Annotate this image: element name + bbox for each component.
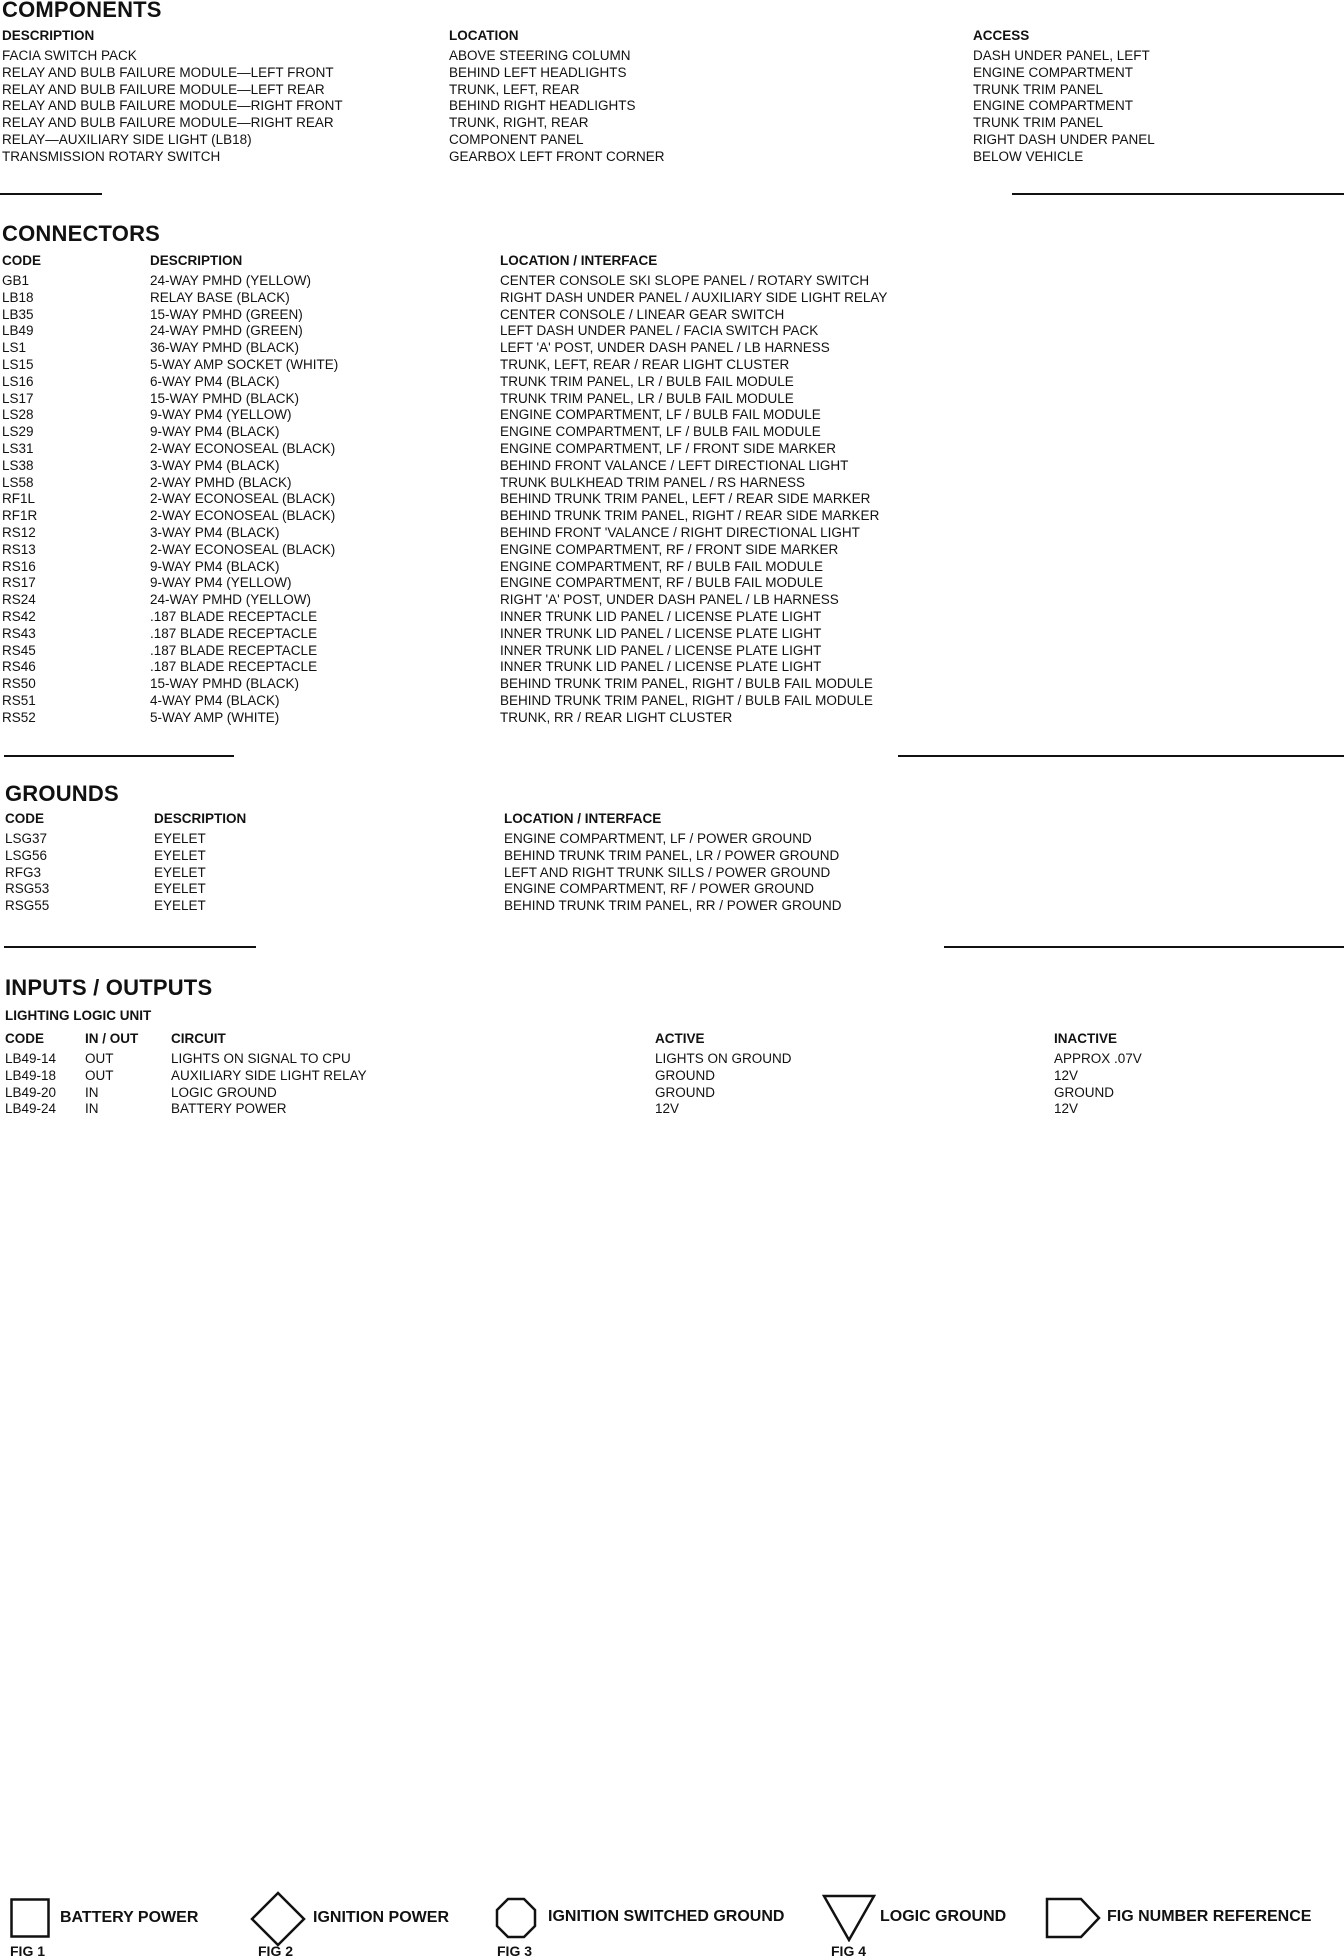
- io-header-circuit: CIRCUIT: [171, 1031, 226, 1046]
- io-header-code: CODE: [5, 1031, 45, 1046]
- connector-code: LS16: [2, 373, 34, 389]
- io-title: INPUTS / OUTPUTS: [5, 975, 213, 1000]
- table-row: [0, 575, 1344, 592]
- ground-description: EYELET: [154, 847, 206, 863]
- octagon-icon: [495, 1897, 537, 1939]
- connector-code: GB1: [2, 273, 30, 288]
- connector-description: .187 BLADE RECEPTACLE: [150, 608, 318, 624]
- io-table: [0, 1051, 1344, 1118]
- connector-description: 15-WAY PMHD (GREEN): [150, 306, 303, 322]
- connectors-title: CONNECTORS: [2, 221, 161, 246]
- legend-label-ignition-power: IGNITION POWER: [313, 1909, 449, 1926]
- connector-code: LB18: [2, 289, 34, 305]
- connector-description: 15-WAY PMHD (BLACK): [150, 390, 300, 406]
- connector-description: 3-WAY PM4 (BLACK): [150, 457, 280, 473]
- table-row: [0, 848, 1344, 865]
- connector-description: 5-WAY AMP SOCKET (WHITE): [150, 356, 339, 372]
- io-circuit: BATTERY POWER: [171, 1101, 287, 1117]
- ground-description: EYELET: [154, 831, 206, 846]
- triangle-down-icon: [822, 1894, 876, 1942]
- component-location: ABOVE STEERING COLUMN: [449, 48, 631, 63]
- connector-location: TRUNK TRIM PANEL, LR / BULB FAIL MODULE: [500, 390, 794, 406]
- connector-location: LEFT 'A' POST, UNDER DASH PANEL / LB HARNESS: [500, 340, 830, 356]
- connector-description: 4-WAY PM4 (BLACK): [150, 692, 280, 708]
- table-row: [0, 48, 1344, 65]
- component-access: ENGINE COMPARTMENT: [973, 64, 1134, 80]
- table-row: [0, 1051, 1344, 1068]
- legend-fig-2: FIG 2: [258, 1943, 294, 1959]
- io-circuit: LIGHTS ON SIGNAL TO CPU: [171, 1051, 351, 1066]
- connector-code: LS58: [2, 474, 34, 490]
- table-row: [0, 458, 1344, 475]
- section-divider: [4, 755, 234, 757]
- connector-code: RF1L: [2, 491, 36, 507]
- io-inactive: 12V: [1054, 1067, 1079, 1083]
- table-row: [0, 1085, 1344, 1102]
- table-row: [0, 693, 1344, 710]
- square-icon: [10, 1898, 50, 1938]
- connector-code: LB35: [2, 306, 34, 322]
- legend-fig-3: FIG 3: [497, 1943, 533, 1959]
- section-divider: [898, 755, 1344, 757]
- connector-description: 2-WAY PMHD (BLACK): [150, 474, 292, 490]
- ground-code: RSG53: [5, 881, 50, 897]
- connector-location: LEFT DASH UNDER PANEL / FACIA SWITCH PACK: [500, 323, 819, 339]
- table-row: [0, 831, 1344, 848]
- ground-location: LEFT AND RIGHT TRUNK SILLS / POWER GROUND: [504, 864, 831, 880]
- component-description: RELAY AND BULB FAILURE MODULE—RIGHT REAR: [2, 115, 334, 131]
- connector-description: 2-WAY ECONOSEAL (BLACK): [150, 541, 336, 557]
- connector-description: 9-WAY PM4 (YELLOW): [150, 575, 292, 591]
- connector-code: LS28: [2, 407, 34, 423]
- connector-code: LS29: [2, 424, 34, 440]
- connector-description: 3-WAY PM4 (BLACK): [150, 524, 280, 540]
- io-inactive: 12V: [1054, 1101, 1079, 1117]
- ground-code: RSG55: [5, 898, 50, 914]
- connector-description: 24-WAY PMHD (YELLOW): [150, 592, 312, 608]
- connector-location: INNER TRUNK LID PANEL / LICENSE PLATE LIGHT: [500, 625, 822, 641]
- connector-code: LS1: [2, 340, 27, 356]
- components-header-location: LOCATION: [449, 28, 519, 43]
- connector-location: TRUNK TRIM PANEL, LR / BULB FAIL MODULE: [500, 373, 794, 389]
- grounds-title: GROUNDS: [5, 781, 119, 806]
- component-location: GEARBOX LEFT FRONT CORNER: [449, 148, 665, 164]
- component-access: BELOW VEHICLE: [973, 148, 1084, 164]
- table-row: [0, 441, 1344, 458]
- table-row: [0, 491, 1344, 508]
- connector-description: 9-WAY PM4 (BLACK): [150, 558, 280, 574]
- table-row: [0, 865, 1344, 882]
- ground-code: LSG56: [5, 847, 48, 863]
- components-title: COMPONENTS: [2, 0, 162, 22]
- connector-description: 36-WAY PMHD (BLACK): [150, 340, 300, 356]
- symbol-legend: [0, 1880, 1344, 1960]
- ground-description: EYELET: [154, 898, 206, 914]
- connector-code: RS50: [2, 676, 36, 692]
- grounds-header-code: CODE: [5, 811, 45, 826]
- connector-code: RS51: [2, 692, 36, 708]
- table-row: [0, 542, 1344, 559]
- component-access: ENGINE COMPARTMENT: [973, 98, 1134, 114]
- ground-location: ENGINE COMPARTMENT, RF / POWER GROUND: [504, 881, 815, 897]
- connector-description: 24-WAY PMHD (YELLOW): [150, 273, 312, 288]
- table-row: [0, 508, 1344, 525]
- io-inout: OUT: [85, 1051, 114, 1066]
- connector-code: RS17: [2, 575, 36, 591]
- grounds-table: [0, 831, 1344, 915]
- connector-location: BEHIND TRUNK TRIM PANEL, RIGHT / REAR SIDE MARKER: [500, 508, 880, 524]
- connectors-header-location: LOCATION / INTERFACE: [500, 253, 658, 268]
- pentagon-arrow-icon: [1045, 1897, 1101, 1939]
- legend-label-fig-number-reference: FIG NUMBER REFERENCE: [1107, 1908, 1312, 1925]
- io-inactive: APPROX .07V: [1054, 1051, 1142, 1066]
- connector-location: ENGINE COMPARTMENT, RF / BULB FAIL MODULE: [500, 575, 824, 591]
- legend-label-ignition-switched-ground: IGNITION SWITCHED GROUND: [548, 1908, 785, 1925]
- connector-location: CENTER CONSOLE / LINEAR GEAR SWITCH: [500, 306, 785, 322]
- connector-location: BEHIND TRUNK TRIM PANEL, RIGHT / BULB FAIL MODULE: [500, 692, 873, 708]
- ground-location: ENGINE COMPARTMENT, LF / POWER GROUND: [504, 831, 812, 846]
- connector-location: INNER TRUNK LID PANEL / LICENSE PLATE LIGHT: [500, 642, 822, 658]
- connector-description: 5-WAY AMP (WHITE): [150, 709, 280, 725]
- grounds-header-location: LOCATION / INTERFACE: [504, 811, 662, 826]
- connector-description: .187 BLADE RECEPTACLE: [150, 642, 318, 658]
- table-row: [0, 898, 1344, 915]
- connector-location: ENGINE COMPARTMENT, RF / BULB FAIL MODULE: [500, 558, 824, 574]
- grounds-header-description: DESCRIPTION: [154, 811, 247, 826]
- io-circuit: AUXILIARY SIDE LIGHT RELAY: [171, 1067, 367, 1083]
- connector-code: LS31: [2, 440, 34, 456]
- connector-code: RS46: [2, 659, 36, 675]
- components-header-access: ACCESS: [973, 28, 1030, 43]
- connector-description: 6-WAY PM4 (BLACK): [150, 373, 280, 389]
- connector-description: RELAY BASE (BLACK): [150, 289, 290, 305]
- io-code: LB49-20: [5, 1084, 57, 1100]
- table-row: [0, 65, 1344, 82]
- connector-description: 24-WAY PMHD (GREEN): [150, 323, 303, 339]
- io-inout: IN: [85, 1101, 99, 1117]
- connector-location: ENGINE COMPARTMENT, LF / BULB FAIL MODULE: [500, 424, 821, 440]
- table-row: [0, 525, 1344, 542]
- io-active: LIGHTS ON GROUND: [655, 1051, 792, 1066]
- component-access: RIGHT DASH UNDER PANEL: [973, 131, 1155, 147]
- component-description: RELAY—AUXILIARY SIDE LIGHT (LB18): [2, 131, 252, 147]
- table-row: [0, 676, 1344, 693]
- ground-location: BEHIND TRUNK TRIM PANEL, LR / POWER GROUND: [504, 847, 840, 863]
- connector-location: INNER TRUNK LID PANEL / LICENSE PLATE LIGHT: [500, 659, 822, 675]
- io-header-inout: IN / OUT: [85, 1031, 139, 1046]
- table-row: [0, 626, 1344, 643]
- component-location: BEHIND RIGHT HEADLIGHTS: [449, 98, 636, 114]
- table-row: [0, 643, 1344, 660]
- connector-description: 9-WAY PM4 (YELLOW): [150, 407, 292, 423]
- connector-description: 2-WAY ECONOSEAL (BLACK): [150, 491, 336, 507]
- connector-description: 2-WAY ECONOSEAL (BLACK): [150, 508, 336, 524]
- component-location: BEHIND LEFT HEADLIGHTS: [449, 64, 627, 80]
- connectors-header-description: DESCRIPTION: [150, 253, 243, 268]
- io-header-active: ACTIVE: [655, 1031, 705, 1046]
- io-subtitle: LIGHTING LOGIC UNIT: [5, 1008, 152, 1023]
- component-description: RELAY AND BULB FAILURE MODULE—LEFT REAR: [2, 81, 325, 97]
- connector-description: 9-WAY PM4 (BLACK): [150, 424, 280, 440]
- section-divider: [1012, 193, 1344, 195]
- legend-label-logic-ground: LOGIC GROUND: [880, 1908, 1007, 1925]
- component-location: TRUNK, RIGHT, REAR: [449, 115, 589, 131]
- io-active: GROUND: [655, 1067, 715, 1083]
- connector-description: .187 BLADE RECEPTACLE: [150, 659, 318, 675]
- section-divider: [4, 946, 256, 948]
- connector-description: 15-WAY PMHD (BLACK): [150, 676, 300, 692]
- table-row: [0, 340, 1344, 357]
- table-row: [0, 559, 1344, 576]
- io-code: LB49-18: [5, 1067, 57, 1083]
- table-row: [0, 149, 1344, 166]
- connector-location: ENGINE COMPARTMENT, LF / BULB FAIL MODULE: [500, 407, 821, 423]
- components-table: [0, 48, 1344, 166]
- connector-code: RS16: [2, 558, 36, 574]
- connector-location: CENTER CONSOLE SKI SLOPE PANEL / ROTARY SWITCH: [500, 273, 870, 288]
- table-row: [0, 115, 1344, 132]
- component-description: RELAY AND BULB FAILURE MODULE—RIGHT FRONT: [2, 98, 343, 114]
- table-row: [0, 391, 1344, 408]
- table-row: [0, 609, 1344, 626]
- connector-location: BEHIND FRONT 'VALANCE / RIGHT DIRECTIONAL LIGHT: [500, 524, 860, 540]
- io-active: 12V: [655, 1101, 680, 1117]
- connector-location: RIGHT 'A' POST, UNDER DASH PANEL / LB HARNESS: [500, 592, 839, 608]
- component-description: TRANSMISSION ROTARY SWITCH: [2, 148, 221, 164]
- table-row: [0, 1068, 1344, 1085]
- component-description: RELAY AND BULB FAILURE MODULE—LEFT FRONT: [2, 64, 334, 80]
- ground-code: LSG37: [5, 831, 48, 846]
- connector-code: RS12: [2, 524, 36, 540]
- section-divider: [944, 946, 1344, 948]
- connector-code: LB49: [2, 323, 34, 339]
- table-row: [0, 307, 1344, 324]
- connector-location: TRUNK BULKHEAD TRIM PANEL / RS HARNESS: [500, 474, 806, 490]
- connector-code: RS42: [2, 608, 36, 624]
- table-row: [0, 273, 1344, 290]
- connectors-table: [0, 273, 1344, 727]
- table-row: [0, 1101, 1344, 1118]
- table-row: [0, 323, 1344, 340]
- io-inactive: GROUND: [1054, 1084, 1114, 1100]
- io-active: GROUND: [655, 1084, 715, 1100]
- component-description: FACIA SWITCH PACK: [2, 48, 137, 63]
- connector-description: .187 BLADE RECEPTACLE: [150, 625, 318, 641]
- component-location: COMPONENT PANEL: [449, 131, 584, 147]
- io-inout: OUT: [85, 1067, 114, 1083]
- connector-location: TRUNK, LEFT, REAR / REAR LIGHT CLUSTER: [500, 356, 790, 372]
- section-divider: [0, 193, 102, 195]
- connector-location: RIGHT DASH UNDER PANEL / AUXILIARY SIDE LIGHT RELAY: [500, 289, 888, 305]
- ground-location: BEHIND TRUNK TRIM PANEL, RR / POWER GROUND: [504, 898, 842, 914]
- table-row: [0, 424, 1344, 441]
- legend-fig-4: FIG 4: [831, 1943, 867, 1959]
- table-row: [0, 82, 1344, 99]
- connector-location: BEHIND TRUNK TRIM PANEL, RIGHT / BULB FAIL MODULE: [500, 676, 873, 692]
- ground-description: EYELET: [154, 864, 206, 880]
- io-header-inactive: INACTIVE: [1054, 1031, 1118, 1046]
- table-row: [0, 659, 1344, 676]
- io-code: LB49-14: [5, 1051, 57, 1066]
- connector-description: 2-WAY ECONOSEAL (BLACK): [150, 440, 336, 456]
- table-row: [0, 132, 1344, 149]
- connector-code: LS17: [2, 390, 34, 406]
- connector-code: RS45: [2, 642, 36, 658]
- connector-code: RF1R: [2, 508, 38, 524]
- io-inout: IN: [85, 1084, 99, 1100]
- table-row: [0, 374, 1344, 391]
- connector-location: INNER TRUNK LID PANEL / LICENSE PLATE LIGHT: [500, 608, 822, 624]
- table-row: [0, 475, 1344, 492]
- connector-code: RS52: [2, 709, 36, 725]
- table-row: [0, 710, 1344, 727]
- ground-code: RFG3: [5, 864, 42, 880]
- table-row: [0, 592, 1344, 609]
- connector-code: RS24: [2, 592, 36, 608]
- component-access: DASH UNDER PANEL, LEFT: [973, 48, 1150, 63]
- connector-code: LS15: [2, 356, 34, 372]
- table-row: [0, 98, 1344, 115]
- connector-code: RS43: [2, 625, 36, 641]
- io-circuit: LOGIC GROUND: [171, 1084, 277, 1100]
- table-row: [0, 407, 1344, 424]
- table-row: [0, 881, 1344, 898]
- diamond-icon: [250, 1891, 306, 1947]
- components-header-description: DESCRIPTION: [2, 28, 95, 43]
- ground-description: EYELET: [154, 881, 206, 897]
- connector-location: BEHIND TRUNK TRIM PANEL, LEFT / REAR SIDE MARKER: [500, 491, 871, 507]
- connector-location: BEHIND FRONT VALANCE / LEFT DIRECTIONAL LIGHT: [500, 457, 849, 473]
- table-row: [0, 290, 1344, 307]
- connector-location: ENGINE COMPARTMENT, RF / FRONT SIDE MARKER: [500, 541, 839, 557]
- connectors-header-code: CODE: [2, 253, 42, 268]
- connector-code: LS38: [2, 457, 34, 473]
- component-access: TRUNK TRIM PANEL: [973, 81, 1104, 97]
- connector-location: ENGINE COMPARTMENT, LF / FRONT SIDE MARKER: [500, 440, 837, 456]
- io-code: LB49-24: [5, 1101, 57, 1117]
- component-access: TRUNK TRIM PANEL: [973, 115, 1104, 131]
- connector-location: TRUNK, RR / REAR LIGHT CLUSTER: [500, 709, 733, 725]
- legend-fig-1: FIG 1: [10, 1943, 46, 1959]
- connector-code: RS13: [2, 541, 36, 557]
- table-row: [0, 357, 1344, 374]
- component-location: TRUNK, LEFT, REAR: [449, 81, 580, 97]
- legend-label-battery-power: BATTERY POWER: [60, 1909, 199, 1926]
